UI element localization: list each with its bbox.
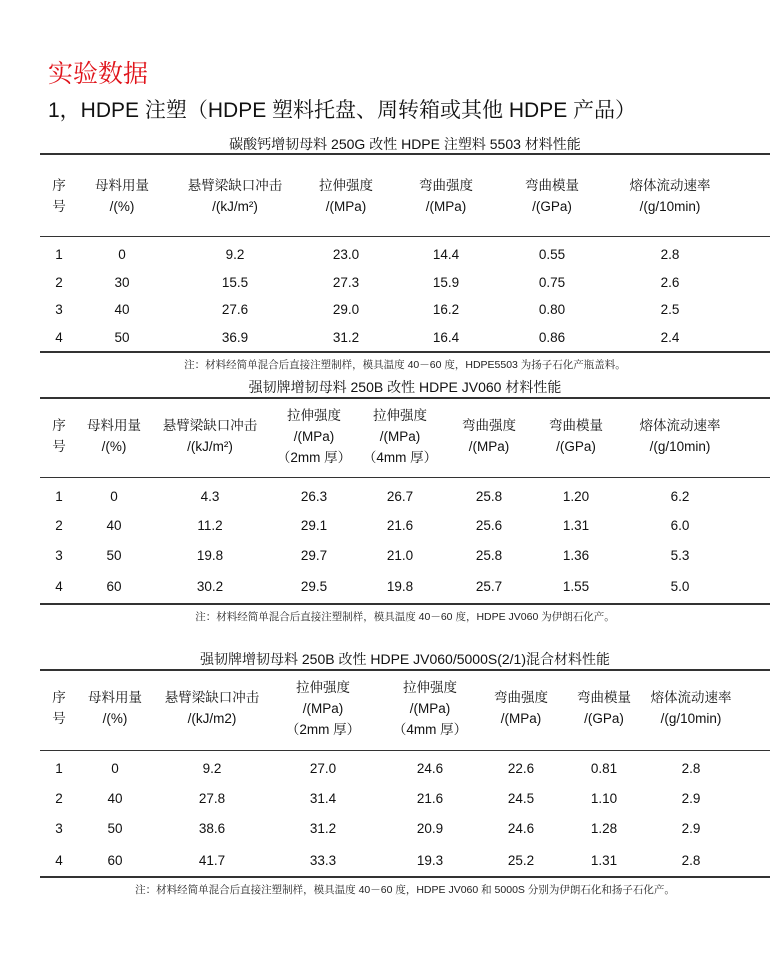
table-note: 注：材料经简单混合后直接注塑制样，模具温度 40－60 度，HDPE JV060 和 5000S 分别为伊朗石化和扬子石化产。 [135, 884, 675, 896]
table-cell: 2.5 [660, 302, 680, 317]
table-cell: 25.2 [507, 853, 535, 868]
table-note: 注：材料经简单混合后直接注塑制样，模具温度 40－60 度，HDPE JV060 为伊朗石化产。 [195, 611, 615, 623]
column-header-line: 母料用量 [87, 418, 141, 433]
page-heading: 实验数据 [48, 60, 149, 88]
column-header-line: /(MPa) [500, 711, 542, 726]
table-cell: 40 [107, 791, 123, 806]
table-cell: 14.4 [432, 247, 460, 262]
column-header-line: 拉伸强度 [403, 680, 457, 695]
table-cell: 19.8 [196, 548, 224, 563]
table-cell: 2.8 [681, 853, 701, 868]
table-cell: 27.3 [332, 275, 360, 290]
table-cell: 4 [55, 579, 63, 594]
table-cell: 26.3 [300, 489, 328, 504]
column-header-line: 序 [52, 418, 66, 433]
table-cell: 2.6 [660, 275, 680, 290]
column-header [419, 175, 473, 217]
column-header [52, 687, 66, 729]
column-header-line: /(g/10min) [649, 439, 711, 454]
column-header-line: 号 [52, 439, 66, 454]
column-header-line: 熔体流动速率 [650, 690, 732, 705]
column-header [88, 687, 142, 729]
table-cell: 0 [110, 489, 118, 504]
table-note: 注：材料经简单混合后直接注塑制样，模具温度 40－60 度，HDPE5503 为扬子石化产瓶盖料。 [184, 359, 626, 371]
table-cell: 20.9 [416, 821, 444, 836]
column-header-line: （2mm 厚） [276, 450, 352, 465]
section-subheading: 1，HDPE 注塑（HDPE 塑料托盘、周转箱或其他 HDPE 产品） [48, 99, 637, 122]
header-rule [40, 750, 770, 751]
column-header-line: /(MPa) [325, 199, 367, 214]
table-cell: 50 [107, 821, 123, 836]
column-header [52, 415, 66, 457]
table-cell: 1.36 [562, 548, 590, 563]
column-header [494, 687, 548, 729]
table-cell: 29.7 [300, 548, 328, 563]
table-cell: 27.8 [198, 791, 226, 806]
column-header-line: 弯曲模量 [577, 690, 631, 705]
column-header [87, 415, 141, 457]
column-header-line: 悬臂梁缺口冲击 [187, 178, 283, 193]
table-cell: 19.3 [416, 853, 444, 868]
table-bottom-rule [40, 603, 770, 605]
table-cell: 31.4 [309, 791, 337, 806]
table-cell: 50 [114, 330, 130, 345]
column-header [52, 175, 66, 217]
table-cell: 2.4 [660, 330, 680, 345]
table-caption: 强韧牌增韧母料 250B 改性 HDPE JV060/5000S(2/1)混合材料性能 [199, 651, 610, 667]
column-header-line: 悬臂梁缺口冲击 [162, 418, 258, 433]
table-cell: 2 [55, 518, 63, 533]
column-header-line: （4mm 厚） [362, 450, 438, 465]
column-header [277, 405, 351, 468]
table-bottom-rule [40, 876, 770, 878]
table-cell: 21.0 [386, 548, 414, 563]
table-cell: 6.0 [670, 518, 690, 533]
column-header-line: 弯曲强度 [494, 690, 548, 705]
column-header-line: /(MPa) [379, 429, 421, 444]
table-cell: 1.10 [590, 791, 618, 806]
table-cell: 22.6 [507, 761, 535, 776]
table-cell: 40 [114, 302, 130, 317]
table-cell: 40 [106, 518, 122, 533]
column-header-line: /(MPa) [293, 429, 335, 444]
table-cell: 9.2 [202, 761, 222, 776]
column-header-line: /(g/10min) [660, 711, 722, 726]
header-rule [40, 477, 770, 478]
column-header-line: /(%) [102, 711, 128, 726]
table-cell: 25.6 [475, 518, 503, 533]
table-cell: 1.20 [562, 489, 590, 504]
table-cell: 29.5 [300, 579, 328, 594]
table-cell: 60 [106, 579, 122, 594]
table-cell: 0.86 [538, 330, 566, 345]
table-caption: 强韧牌增韧母料 250B 改性 HDPE JV060 材料性能 [248, 379, 562, 395]
table-cell: 41.7 [198, 853, 226, 868]
table-cell: 2 [55, 275, 63, 290]
column-header [651, 687, 732, 729]
table-cell: 1 [55, 489, 63, 504]
table-cell: 16.2 [432, 302, 460, 317]
column-header [577, 687, 631, 729]
table-cell: 5.3 [670, 548, 690, 563]
table-cell: 30.2 [196, 579, 224, 594]
column-header-line: 熔体流动速率 [639, 418, 721, 433]
table-cell: 15.9 [432, 275, 460, 290]
table-cell: 2 [55, 791, 63, 806]
table-cell: 1.28 [590, 821, 618, 836]
table-cell: 3 [55, 548, 63, 563]
column-header-line: /(kJ/m2) [187, 711, 237, 726]
column-header-line: 拉伸强度 [319, 178, 373, 193]
column-header-line: /(GPa) [556, 439, 596, 454]
column-header-line: 序 [52, 178, 66, 193]
table-cell: 1.55 [562, 579, 590, 594]
table-top-rule [40, 397, 770, 399]
column-header [188, 175, 283, 217]
column-header [95, 175, 149, 217]
column-header-line: /(MPa) [468, 439, 510, 454]
column-header [640, 415, 721, 457]
table-top-rule [40, 669, 770, 671]
table-cell: 4 [55, 330, 63, 345]
table-cell: 11.2 [197, 518, 223, 533]
column-header-line: /(GPa) [532, 199, 572, 214]
table-cell: 0 [118, 247, 126, 262]
table-cell: 2.8 [681, 761, 701, 776]
table-cell: 2.8 [660, 247, 680, 262]
column-header [525, 175, 579, 217]
column-header-line: 号 [52, 711, 66, 726]
table-cell: 1 [55, 247, 63, 262]
column-header [630, 175, 711, 217]
column-header [163, 415, 258, 457]
table-caption: 碳酸钙增韧母料 250G 改性 HDPE 注塑料 5503 材料性能 [229, 136, 581, 152]
column-header-line: （2mm 厚） [285, 722, 361, 737]
column-header [363, 405, 437, 468]
table-cell: 0.80 [538, 302, 566, 317]
table-cell: 0.55 [538, 247, 566, 262]
table-cell: 2.9 [681, 821, 701, 836]
table-cell: 25.8 [475, 489, 503, 504]
table-cell: 3 [55, 302, 63, 317]
column-header-line: /(MPa) [409, 701, 451, 716]
column-header-line: 熔体流动速率 [629, 178, 711, 193]
column-header [286, 677, 360, 740]
table-cell: 16.4 [432, 330, 460, 345]
table-cell: 1 [55, 761, 63, 776]
table-cell: 36.9 [221, 330, 249, 345]
column-header [165, 687, 260, 729]
table-cell: 30 [114, 275, 130, 290]
table-cell: 24.6 [507, 821, 535, 836]
table-cell: 38.6 [198, 821, 226, 836]
table-cell: 29.0 [332, 302, 360, 317]
table-top-rule [40, 153, 770, 155]
table-cell: 60 [107, 853, 123, 868]
table-cell: 6.2 [670, 489, 690, 504]
table-cell: 4 [55, 853, 63, 868]
column-header-line: 母料用量 [88, 690, 142, 705]
column-header-line: 母料用量 [95, 178, 149, 193]
table-cell: 26.7 [386, 489, 414, 504]
table-cell: 0.75 [538, 275, 566, 290]
column-header-line: 弯曲模量 [549, 418, 603, 433]
table-cell: 21.6 [416, 791, 444, 806]
table-cell: 2.9 [681, 791, 701, 806]
column-header-line: 号 [52, 199, 66, 214]
table-cell: 29.1 [300, 518, 328, 533]
column-header-line: 弯曲强度 [419, 178, 473, 193]
table-cell: 3 [55, 821, 63, 836]
column-header-line: /(kJ/m²) [212, 199, 258, 214]
column-header-line: /(GPa) [584, 711, 624, 726]
table-cell: 0.81 [590, 761, 618, 776]
table-cell: 27.0 [309, 761, 337, 776]
table-cell: 1.31 [590, 853, 618, 868]
column-header-line: /(%) [109, 199, 135, 214]
column-header-line: 拉伸强度 [373, 408, 427, 423]
column-header [393, 677, 467, 740]
column-header-line: 悬臂梁缺口冲击 [164, 690, 260, 705]
column-header-line: 弯曲强度 [462, 418, 516, 433]
table-cell: 4.3 [200, 489, 220, 504]
table-cell: 33.3 [309, 853, 337, 868]
column-header-line: 拉伸强度 [296, 680, 350, 695]
table-cell: 1.31 [562, 518, 590, 533]
table-cell: 19.8 [386, 579, 414, 594]
table-cell: 31.2 [332, 330, 360, 345]
table-bottom-rule [40, 351, 770, 353]
column-header-line: 拉伸强度 [287, 408, 341, 423]
table-cell: 24.6 [416, 761, 444, 776]
table-cell: 9.2 [225, 247, 245, 262]
table-cell: 25.7 [475, 579, 503, 594]
table-cell: 21.6 [386, 518, 414, 533]
column-header [319, 175, 373, 217]
header-rule [40, 236, 770, 237]
table-cell: 31.2 [309, 821, 337, 836]
column-header-line: （4mm 厚） [392, 722, 468, 737]
column-header-line: /(%) [101, 439, 127, 454]
column-header-line: /(MPa) [425, 199, 467, 214]
table-cell: 25.8 [475, 548, 503, 563]
column-header-line: /(g/10min) [639, 199, 701, 214]
table-cell: 24.5 [507, 791, 535, 806]
column-header-line: /(MPa) [302, 701, 344, 716]
table-cell: 50 [106, 548, 122, 563]
table-cell: 5.0 [670, 579, 690, 594]
table-cell: 0 [111, 761, 119, 776]
column-header-line: /(kJ/m²) [187, 439, 233, 454]
column-header-line: 序 [52, 690, 66, 705]
table-cell: 23.0 [332, 247, 360, 262]
table-cell: 27.6 [221, 302, 249, 317]
table-cell: 15.5 [221, 275, 249, 290]
column-header-line: 弯曲模量 [525, 178, 579, 193]
column-header [549, 415, 603, 457]
column-header [462, 415, 516, 457]
